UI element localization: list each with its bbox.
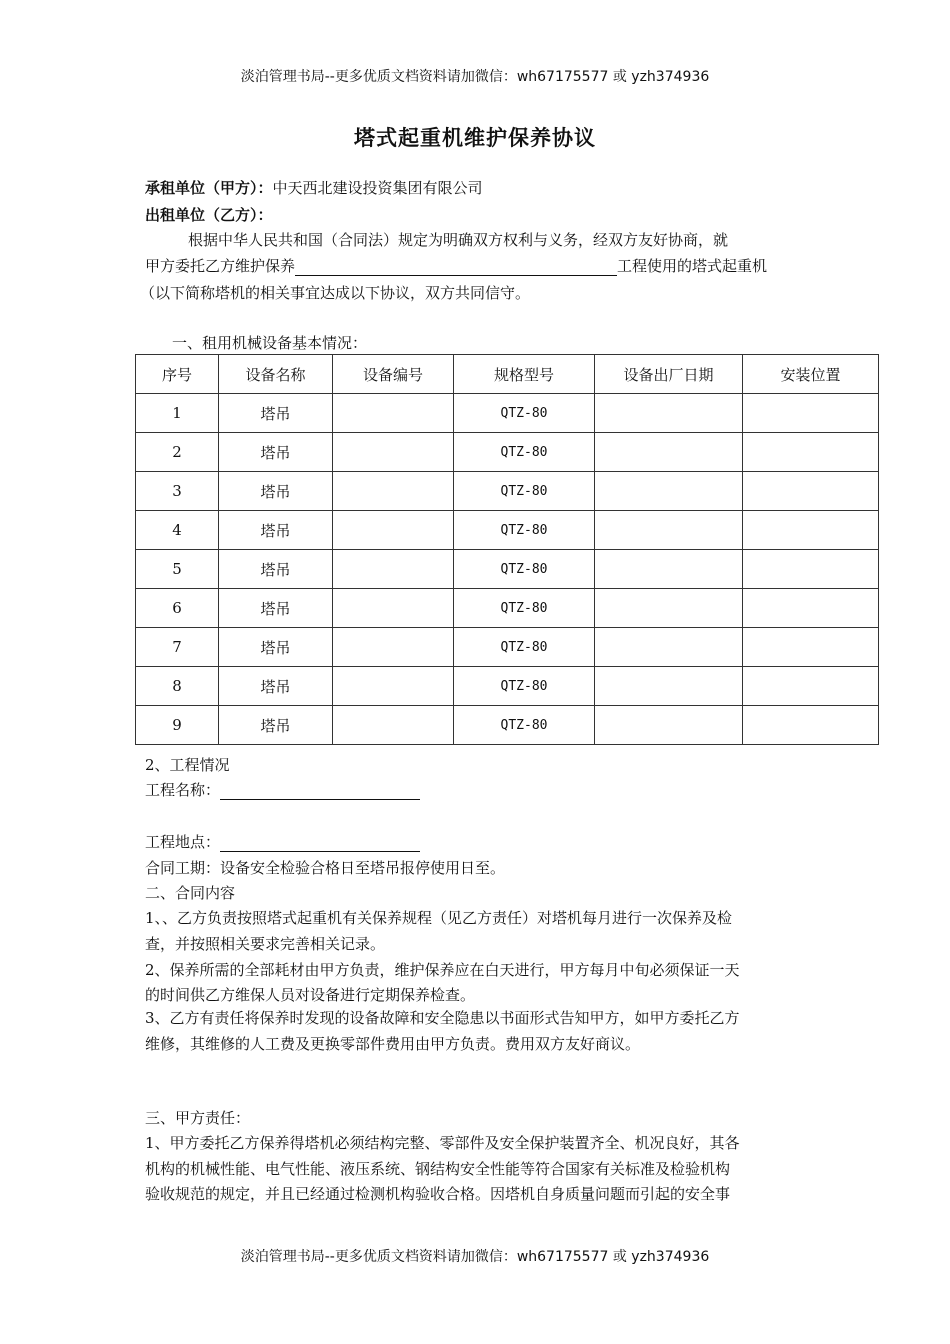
row-index: 8 (136, 667, 219, 706)
party-a-label: 承租单位（甲方）： (145, 179, 273, 197)
factory-date (595, 667, 743, 706)
party-a-duty-line-1: 1、甲方委托乙方保养得塔机必须结构完整、零部件及安全保护装置齐全、机况良好，其各 (145, 1134, 740, 1152)
intro-line-2-post: 工程使用的塔式起重机 (617, 257, 768, 275)
party-a-line (145, 178, 825, 198)
model-spec: QTZ-80 (454, 394, 595, 433)
table-row (136, 706, 879, 745)
model-spec: QTZ-80 (454, 550, 595, 589)
install-location (743, 472, 879, 511)
intro-line-2 (145, 256, 825, 276)
intro-line-2-pre: 甲方委托乙方维护保养 (145, 257, 296, 275)
install-location (743, 667, 879, 706)
equipment-name: 塔吊 (219, 667, 333, 706)
model-spec: QTZ-80 (454, 628, 595, 667)
equipment-number (333, 589, 454, 628)
header-cell: 规格型号 (454, 355, 595, 394)
equipment-name: 塔吊 (219, 628, 333, 667)
party-b-line (145, 205, 825, 225)
install-location (743, 706, 879, 745)
equipment-number (333, 667, 454, 706)
header-cell: 安装位置 (743, 355, 879, 394)
party-b-label: 出租单位（乙方）： (145, 206, 273, 224)
header-cell: 设备名称 (219, 355, 333, 394)
table-row (136, 472, 879, 511)
table-row (136, 433, 879, 472)
equipment-name: 塔吊 (219, 433, 333, 472)
install-location (743, 628, 879, 667)
model-spec: QTZ-80 (454, 472, 595, 511)
project-name-line (145, 780, 825, 800)
model-spec: QTZ-80 (454, 433, 595, 472)
page-header: 淡泊管理书局--更多优质文档资料请加微信：wh67175577 或 yzh374936 (240, 69, 710, 85)
project-name-blank (220, 783, 420, 800)
table-row (136, 589, 879, 628)
install-location (743, 589, 879, 628)
contract-content-title: 二、合同内容 (145, 884, 236, 902)
project-name-label: 工程名称： (145, 781, 221, 799)
row-index: 9 (136, 706, 219, 745)
row-index: 3 (136, 472, 219, 511)
party-a-duty-line-2: 机构的机械性能、电气性能、液压系统、钢结构安全性能等符合国家有关标准及检验机构 (145, 1160, 731, 1178)
equipment-name: 塔吊 (219, 706, 333, 745)
table-row (136, 550, 879, 589)
factory-date (595, 472, 743, 511)
model-spec: QTZ-80 (454, 706, 595, 745)
project-blank (295, 259, 617, 276)
factory-date (595, 706, 743, 745)
party-a-duty-line-3: 验收规范的规定，并且已经通过检测机构验收合格。因塔机自身质量问题而引起的安全事 (145, 1185, 731, 1203)
contract-period: 合同工期：设备安全检验合格日至塔吊报停使用日至。 (145, 859, 506, 877)
equipment-number (333, 472, 454, 511)
equipment-name: 塔吊 (219, 589, 333, 628)
row-index: 6 (136, 589, 219, 628)
row-index: 7 (136, 628, 219, 667)
section2-title: 2、工程情况 (145, 756, 230, 774)
equipment-name: 塔吊 (219, 550, 333, 589)
factory-date (595, 394, 743, 433)
header-cell: 序号 (136, 355, 219, 394)
row-index: 5 (136, 550, 219, 589)
contract-item-3-line-1: 3、乙方有责任将保养时发现的设备故障和安全隐患以书面形式告知甲方，如甲方委托乙方 (145, 1009, 740, 1027)
intro-line-1: 根据中华人民共和国（合同法）规定为明确双方权利与义务，经双方友好协商，就 (188, 231, 729, 249)
row-index: 4 (136, 511, 219, 550)
install-location (743, 511, 879, 550)
project-site-label: 工程地点： (145, 833, 221, 851)
model-spec: QTZ-80 (454, 511, 595, 550)
intro-line-3: （以下简称塔机的相关事宜达成以下协议，双方共同信守。 (140, 284, 531, 302)
page-footer: 淡泊管理书局--更多优质文档资料请加微信：wh67175577 或 yzh374936 (240, 1249, 710, 1265)
model-spec: QTZ-80 (454, 589, 595, 628)
equipment-table (135, 354, 879, 745)
equipment-name: 塔吊 (219, 511, 333, 550)
equipment-number (333, 628, 454, 667)
factory-date (595, 511, 743, 550)
section1-title: 一、租用机械设备基本情况： (172, 334, 368, 352)
equipment-name: 塔吊 (219, 394, 333, 433)
install-location (743, 433, 879, 472)
document-title: 塔式起重机维护保养协议 (354, 126, 596, 150)
table-row (136, 394, 879, 433)
install-location (743, 394, 879, 433)
contract-item-2-line-1: 2、保养所需的全部耗材由甲方负责，维护保养应在白天进行，甲方每月中旬必须保证一天 (145, 961, 740, 979)
project-site-blank (220, 835, 420, 852)
table-row (136, 511, 879, 550)
install-location (743, 550, 879, 589)
table-header-row (136, 355, 879, 394)
party-a-duty-title: 三、甲方责任： (145, 1109, 251, 1127)
equipment-number (333, 394, 454, 433)
table-row (136, 628, 879, 667)
factory-date (595, 550, 743, 589)
contract-item-1-line-1: 1、、乙方负责按照塔式起重机有关保养规程（见乙方责任）对塔机每月进行一次保养及检 (145, 909, 733, 927)
header-cell: 设备出厂日期 (595, 355, 743, 394)
factory-date (595, 628, 743, 667)
header-cell: 设备编号 (333, 355, 454, 394)
contract-item-2-line-2: 的时间供乙方维保人员对设备进行定期保养检查。 (145, 986, 476, 1004)
equipment-number (333, 511, 454, 550)
equipment-number (333, 550, 454, 589)
table-row (136, 667, 879, 706)
contract-item-1-line-2: 查，并按照相关要求完善相关记录。 (145, 935, 386, 953)
factory-date (595, 589, 743, 628)
contract-item-3-line-2: 维修，其维修的人工费及更换零部件费用由甲方负责。费用双方友好商议。 (145, 1035, 641, 1053)
row-index: 2 (136, 433, 219, 472)
party-a-value: 中天西北建设投资集团有限公司 (272, 179, 483, 197)
project-site-line (145, 832, 825, 852)
equipment-number (333, 433, 454, 472)
equipment-number (333, 706, 454, 745)
row-index: 1 (136, 394, 219, 433)
equipment-name: 塔吊 (219, 472, 333, 511)
model-spec: QTZ-80 (454, 667, 595, 706)
factory-date (595, 433, 743, 472)
